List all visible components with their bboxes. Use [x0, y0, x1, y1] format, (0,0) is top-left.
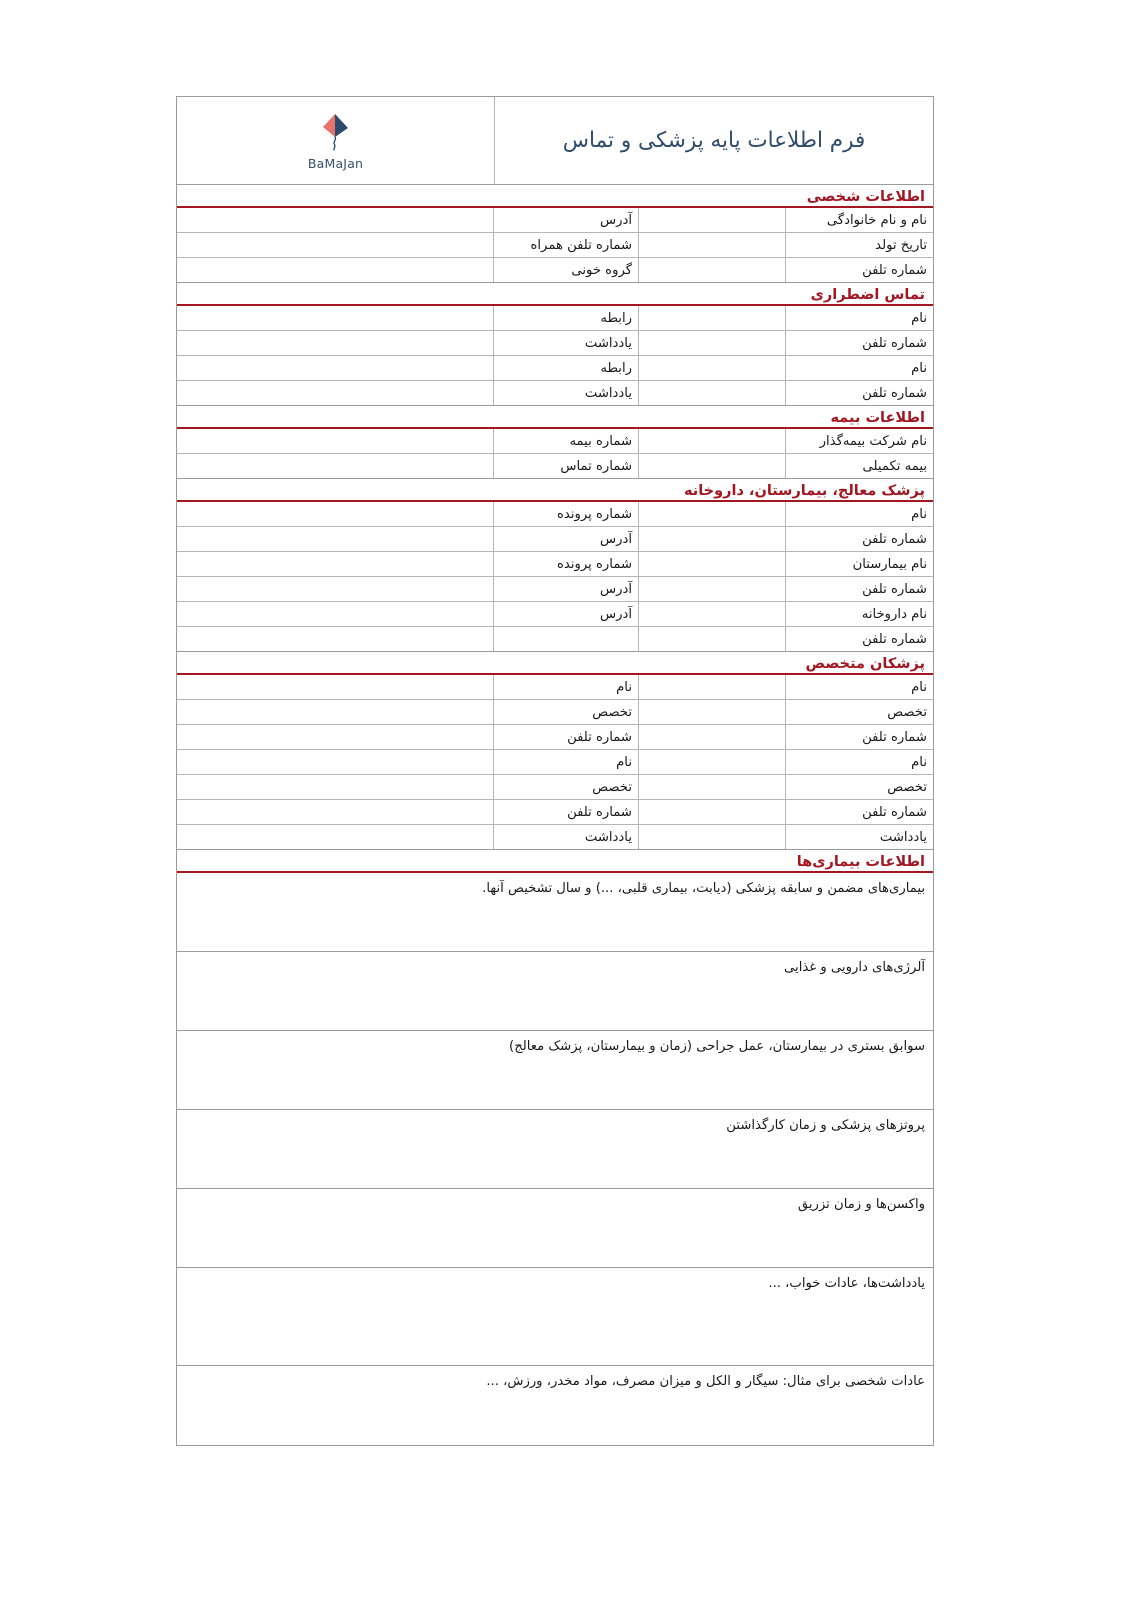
field-input-area[interactable] [177, 725, 493, 749]
field-input-area[interactable] [638, 577, 785, 601]
field-label: تخصص [785, 775, 933, 799]
illness-notes-root [177, 873, 933, 1445]
field-input-area[interactable] [638, 775, 785, 799]
illness-note-prompt: پروتزهای پزشکی و زمان کارگذاشتن [726, 1118, 925, 1133]
field-input-area[interactable] [177, 429, 493, 453]
field-label: نام [493, 750, 638, 774]
table-row [177, 775, 933, 800]
illness-note-block[interactable] [177, 1366, 933, 1445]
field-input-area[interactable] [638, 602, 785, 626]
field-input-area[interactable] [177, 306, 493, 330]
table-row [177, 258, 933, 283]
illness-note-block[interactable] [177, 952, 933, 1031]
field-input-area[interactable] [177, 454, 493, 478]
section-heading-provider [177, 479, 933, 502]
field-input-area[interactable] [177, 675, 493, 699]
page-title: فرم اطلاعات پایه پزشکی و تماس [562, 128, 866, 153]
field-label: شماره پرونده [493, 502, 638, 526]
logo-wrap [290, 111, 382, 171]
field-label: شماره تلفن همراه [493, 233, 638, 257]
table-row [177, 502, 933, 527]
table-row [177, 381, 933, 406]
illness-note-block[interactable] [177, 1110, 933, 1189]
form-title-cell [494, 97, 933, 184]
field-input-area[interactable] [177, 381, 493, 405]
section-heading-label: تماس اضطراری [810, 287, 925, 303]
sections-root [177, 185, 933, 850]
field-label: یادداشت [493, 331, 638, 355]
table-row [177, 527, 933, 552]
illness-note-prompt: واکسن‌ها و زمان تزریق [797, 1197, 925, 1212]
illness-note-prompt: یادداشت‌ها، عادات خواب، ... [768, 1276, 925, 1291]
table-row [177, 750, 933, 775]
field-input-area[interactable] [638, 725, 785, 749]
section-heading-label: اطلاعات شخصی [806, 189, 925, 205]
form-header [177, 97, 933, 185]
field-label: تخصص [785, 700, 933, 724]
field-label: تخصص [493, 775, 638, 799]
section-heading-insurance [177, 406, 933, 429]
table-row [177, 208, 933, 233]
field-label: شماره تلفن [785, 725, 933, 749]
field-input-area[interactable] [638, 258, 785, 282]
section-heading-label: اطلاعات بیماری‌ها [796, 854, 925, 870]
section-heading-specialists [177, 652, 933, 675]
field-label: شماره تلفن [493, 725, 638, 749]
field-label: نام شرکت بیمه‌گذار [785, 429, 933, 453]
field-input-area[interactable] [177, 552, 493, 576]
field-input-area[interactable] [638, 454, 785, 478]
section-heading-emergency [177, 283, 933, 306]
field-input-area[interactable] [638, 700, 785, 724]
table-row [177, 356, 933, 381]
table-row [177, 825, 933, 850]
field-label: نام [785, 750, 933, 774]
field-label: شماره تلفن [785, 527, 933, 551]
field-input-area[interactable] [638, 208, 785, 232]
table-row [177, 700, 933, 725]
table-row [177, 675, 933, 700]
field-input-area[interactable] [638, 675, 785, 699]
section-heading-illness [177, 850, 933, 873]
field-input-area[interactable] [638, 381, 785, 405]
table-row [177, 577, 933, 602]
field-input-area[interactable] [638, 750, 785, 774]
field-label: آدرس [493, 208, 638, 232]
table-row [177, 725, 933, 750]
brand-logo-cell [177, 97, 494, 184]
section-heading-label: پزشک معالج، بیمارستان، داروخانه [683, 483, 925, 499]
brand-wordmark: BaMaJan [307, 155, 364, 171]
table-row [177, 429, 933, 454]
illness-note-block[interactable] [177, 1031, 933, 1110]
illness-note-prompt: بیماری‌های مضمن و سابقه پزشکی (دیابت، بیماری قلبی، ...) و سال تشخیص آنها. [482, 881, 925, 896]
field-label: نام [785, 356, 933, 380]
field-input-area[interactable] [177, 527, 493, 551]
field-input-area[interactable] [177, 627, 493, 651]
field-label: نام [785, 502, 933, 526]
field-input-area[interactable] [177, 502, 493, 526]
field-label: نام بیمارستان [785, 552, 933, 576]
field-input-area[interactable] [638, 233, 785, 257]
field-label: شماره تلفن [493, 800, 638, 824]
field-label: یادداشت [785, 825, 933, 849]
field-label: شماره تلفن [785, 381, 933, 405]
illness-note-prompt: عادات شخصی برای مثال: سیگار و الکل و میزان مصرف، مواد مخدر، ورزش، ... [486, 1374, 925, 1389]
section-heading-label: اطلاعات بیمه [830, 410, 925, 426]
table-row [177, 552, 933, 577]
field-label: شماره بیمه [493, 429, 638, 453]
section-heading-personal [177, 185, 933, 208]
field-label: شماره تلفن [785, 627, 933, 651]
field-input-area[interactable] [177, 700, 493, 724]
field-label: رابطه [493, 356, 638, 380]
section-heading-label: پزشکان متخصص [805, 656, 925, 672]
field-input-area[interactable] [177, 356, 493, 380]
table-row [177, 306, 933, 331]
field-label: نام داروخانه [785, 602, 933, 626]
field-input-area[interactable] [638, 429, 785, 453]
field-input-area[interactable] [638, 825, 785, 849]
field-label: شماره پرونده [493, 552, 638, 576]
field-label: نام [493, 675, 638, 699]
field-label: شماره تلفن [785, 331, 933, 355]
field-input-area[interactable] [638, 627, 785, 651]
table-row [177, 800, 933, 825]
field-input-area[interactable] [177, 208, 493, 232]
field-label: تخصص [493, 700, 638, 724]
field-label: بیمه تکمیلی [785, 454, 933, 478]
field-input-area[interactable] [177, 331, 493, 355]
field-label: شماره تلفن [785, 577, 933, 601]
field-input-area[interactable] [177, 750, 493, 774]
field-input-area[interactable] [177, 577, 493, 601]
field-label: شماره تماس [493, 454, 638, 478]
field-input-area[interactable] [638, 800, 785, 824]
field-label: یادداشت [493, 381, 638, 405]
field-input-area[interactable] [638, 356, 785, 380]
field-label: آدرس [493, 527, 638, 551]
field-label: رابطه [493, 306, 638, 330]
field-label: تاریخ تولد [785, 233, 933, 257]
table-row [177, 233, 933, 258]
field-label: نام و نام خانوادگی [785, 208, 933, 232]
field-label: شماره تلفن [785, 800, 933, 824]
field-input-area[interactable] [638, 331, 785, 355]
field-input-area[interactable] [638, 502, 785, 526]
illness-note-block[interactable] [177, 1189, 933, 1268]
kite-logo-icon [314, 111, 358, 155]
form-page [176, 96, 934, 1446]
field-label: یادداشت [493, 825, 638, 849]
field-input-area[interactable] [177, 825, 493, 849]
illness-note-prompt: آلرژی‌های دارویی و غذایی [784, 960, 925, 975]
table-row [177, 602, 933, 627]
field-input-area[interactable] [177, 233, 493, 257]
field-input-area[interactable] [638, 306, 785, 330]
table-row [177, 454, 933, 479]
field-input-area[interactable] [638, 527, 785, 551]
field-label: آدرس [493, 602, 638, 626]
field-input-area[interactable] [177, 775, 493, 799]
field-input-area[interactable] [177, 602, 493, 626]
field-label: آدرس [493, 577, 638, 601]
table-row [177, 627, 933, 652]
field-input-area[interactable] [177, 258, 493, 282]
field-input-area[interactable] [177, 800, 493, 824]
field-label: گروه خونی [493, 258, 638, 282]
illness-note-block[interactable] [177, 873, 933, 952]
field-label: شماره تلفن [785, 258, 933, 282]
illness-note-block[interactable] [177, 1268, 933, 1366]
illness-note-prompt: سوابق بستری در بیمارستان، عمل جراحی (زمان و بیمارستان، پزشک معالج) [509, 1039, 925, 1054]
field-label: نام [785, 306, 933, 330]
field-label [493, 627, 638, 651]
field-label: نام [785, 675, 933, 699]
field-input-area[interactable] [638, 552, 785, 576]
table-row [177, 331, 933, 356]
